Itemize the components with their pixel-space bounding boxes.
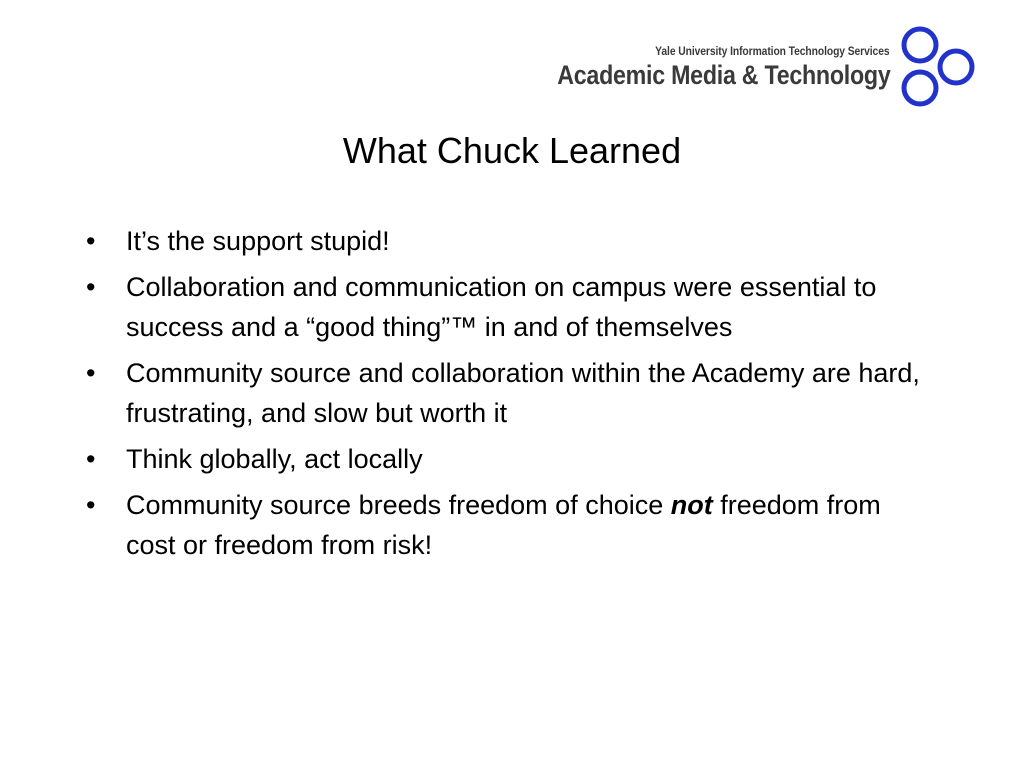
bullet-icon: • <box>86 226 96 256</box>
logo-org-text: Yale University Information Technology Services <box>655 44 890 58</box>
bullet-list <box>0 221 1024 571</box>
bullet-icon: • <box>86 490 96 520</box>
bullet-text: Collaboration and communication on campus were essential to success and a “good thing”™ in and of themselves <box>126 272 877 342</box>
bullet-text: Community source and collaboration within the Academy are hard, frustrating, and slow but worth it <box>126 358 920 428</box>
bullet-item <box>0 267 1024 347</box>
bullet-icon: • <box>86 272 96 302</box>
bullet-item <box>0 221 1024 261</box>
bullet-text-before: Community source breeds freedom of choice <box>126 490 671 520</box>
bullet-icon: • <box>86 444 96 474</box>
emphasis-text: not <box>670 490 713 520</box>
bullet-icon: • <box>86 358 96 388</box>
slide-title: What Chuck Learned <box>342 130 682 171</box>
bullet-item <box>0 439 1024 479</box>
bullet-text: Think globally, act locally <box>126 444 423 474</box>
bullet-item <box>0 353 1024 433</box>
bullet-text: It’s the support stupid! <box>126 226 390 256</box>
ams-logo <box>548 22 978 112</box>
bullet-text-after: freedom from cost or freedom from risk! <box>126 490 881 560</box>
logo-dept-text: Academic Media & Technology <box>556 60 890 90</box>
three-rings-logo-icon <box>898 22 978 112</box>
bullet-item <box>0 485 1024 565</box>
